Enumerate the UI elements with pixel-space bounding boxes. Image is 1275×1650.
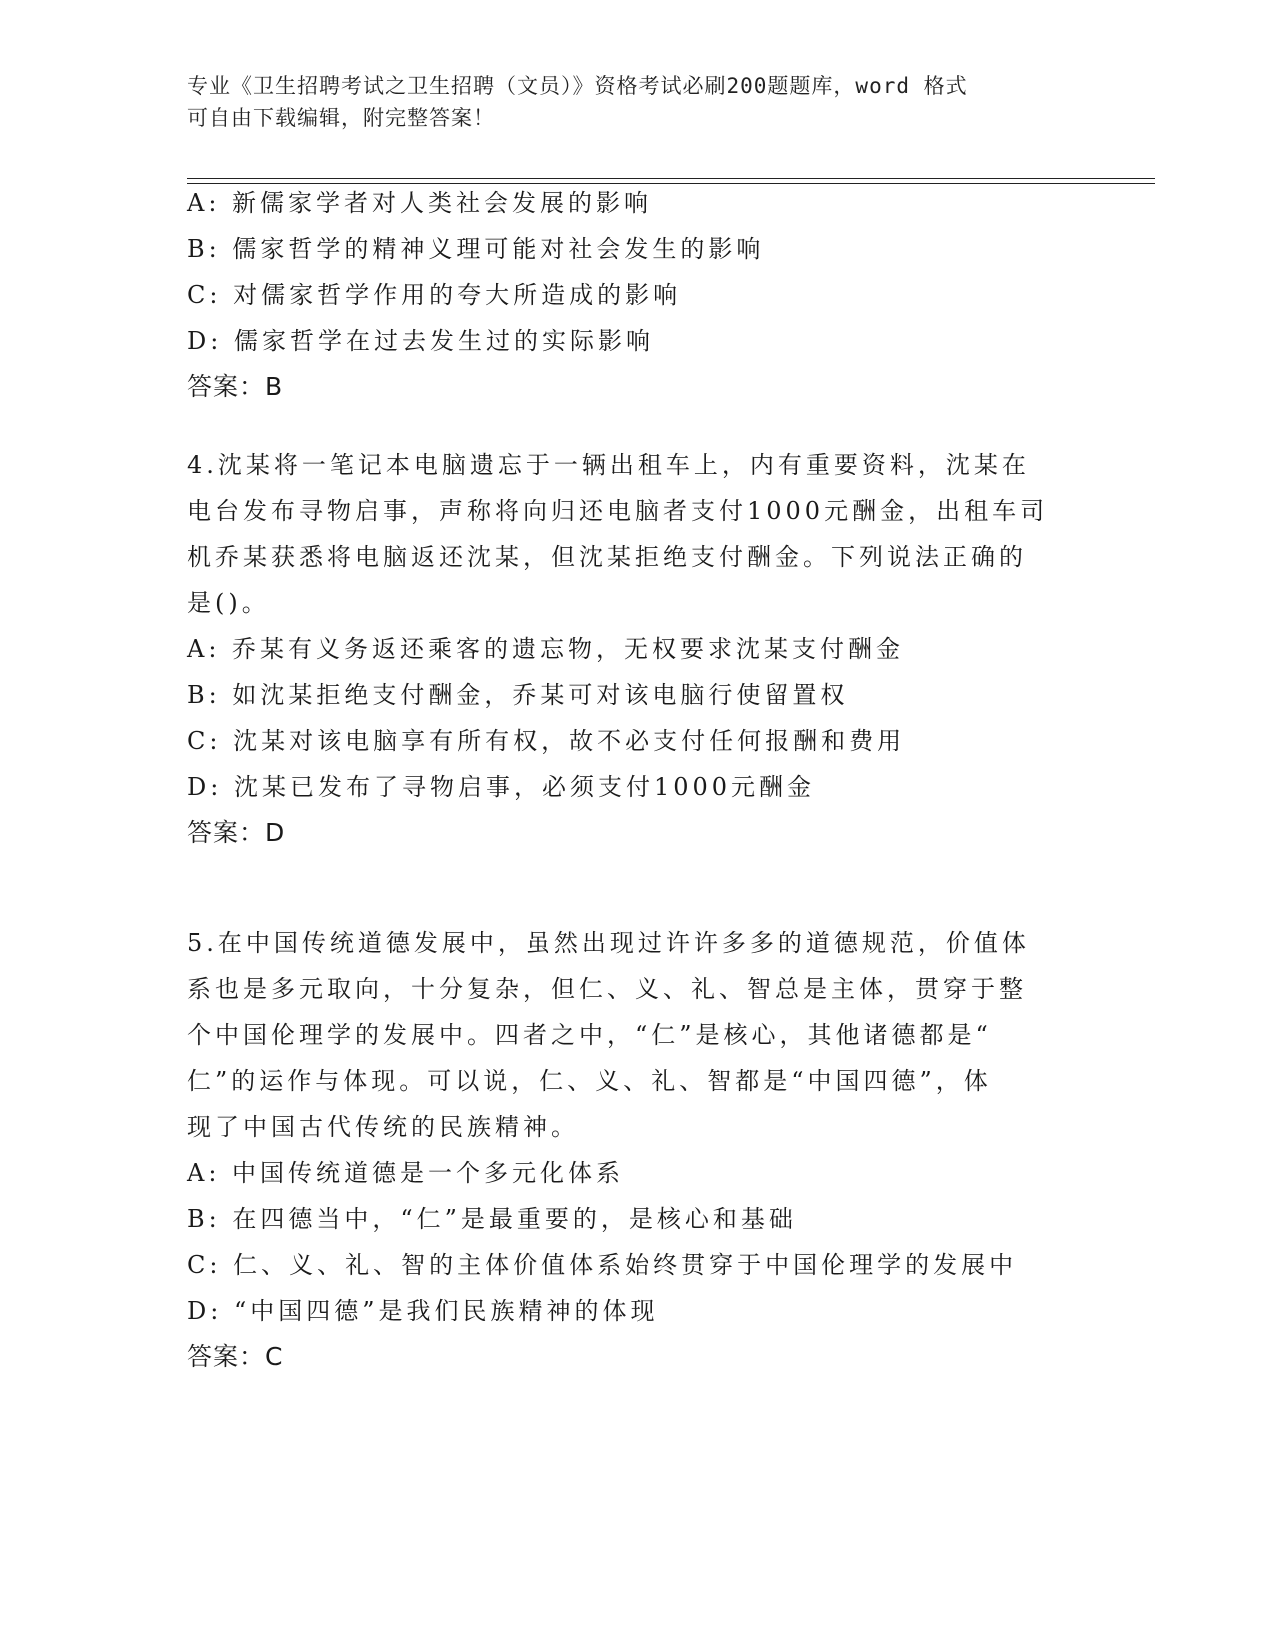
q4-stem-line-4: 是()。 bbox=[187, 589, 270, 617]
q4-answer: 答案：D bbox=[187, 818, 286, 847]
q5-stem bbox=[187, 920, 1087, 1150]
q4-stem bbox=[187, 442, 1087, 626]
q5-stem-line-3: 个中国伦理学的发展中。四者之中，“仁”是核心，其他诸德都是“ bbox=[187, 1021, 992, 1049]
q5-option-d: D: “中国四德”是我们民族精神的体现 bbox=[187, 1297, 659, 1325]
q4-stem-line-3: 机乔某获悉将电脑返还沈某，但沈某拒绝支付酬金。下列说法正确的 bbox=[187, 543, 1027, 571]
q5-stem-line-4: 仁”的运作与体现。可以说，仁、义、礼、智都是“中国四德”，体 bbox=[187, 1067, 992, 1095]
q3-option-b: B: 儒家哲学的精神义理可能对社会发生的影响 bbox=[187, 235, 765, 263]
q5-stem-line-1: 5.在中国传统道德发展中，虽然出现过许许多多的道德规范，价值体 bbox=[187, 929, 1030, 957]
q5-answer: 答案：C bbox=[187, 1342, 284, 1371]
header-line-2: 可自由下载编辑，附完整答案！ bbox=[187, 106, 495, 130]
q3-option-a: A: 新儒家学者对人类社会发展的影响 bbox=[187, 189, 653, 217]
q5-option-a: A: 中国传统道德是一个多元化体系 bbox=[187, 1159, 625, 1187]
q3-option-d: D: 儒家哲学在过去发生过的实际影响 bbox=[187, 327, 654, 355]
q4-option-d: D: 沈某已发布了寻物启事，必须支付1000元酬金 bbox=[187, 773, 816, 801]
q5-stem-line-2: 系也是多元取向，十分复杂，但仁、义、礼、智总是主体，贯穿于整 bbox=[187, 975, 1027, 1003]
q4-option-b: B: 如沈某拒绝支付酬金，乔某可对该电脑行使留置权 bbox=[187, 681, 849, 709]
question-3-block bbox=[187, 180, 1087, 410]
header-line-1: 专业《卫生招聘考试之卫生招聘（文员）》资格考试必刷200题题库，word 格式 bbox=[187, 74, 968, 98]
question-5-block bbox=[187, 920, 1087, 1380]
q3-option-c: C: 对儒家哲学作用的夸大所造成的影响 bbox=[187, 281, 682, 309]
q4-option-c: C: 沈某对该电脑享有所有权，故不必支付任何报酬和费用 bbox=[187, 727, 906, 755]
q4-stem-line-1: 4.沈某将一笔记本电脑遗忘于一辆出租车上，内有重要资料，沈某在 bbox=[187, 451, 1030, 479]
q4-stem-line-2: 电台发布寻物启事，声称将向归还电脑者支付1000元酬金，出租车司 bbox=[187, 497, 1049, 525]
q5-stem-line-5: 现了中国古代传统的民族精神。 bbox=[187, 1113, 579, 1141]
question-4-block bbox=[187, 442, 1087, 856]
document-header bbox=[187, 70, 1067, 134]
header-rule-top bbox=[187, 178, 1155, 179]
q5-option-c: C: 仁、义、礼、智的主体价值体系始终贯穿于中国伦理学的发展中 bbox=[187, 1251, 1018, 1279]
q4-option-a: A: 乔某有义务返还乘客的遗忘物，无权要求沈某支付酬金 bbox=[187, 635, 905, 663]
q3-answer: 答案：B bbox=[187, 372, 284, 401]
q5-option-b: B: 在四德当中，“仁”是最重要的，是核心和基础 bbox=[187, 1205, 797, 1233]
